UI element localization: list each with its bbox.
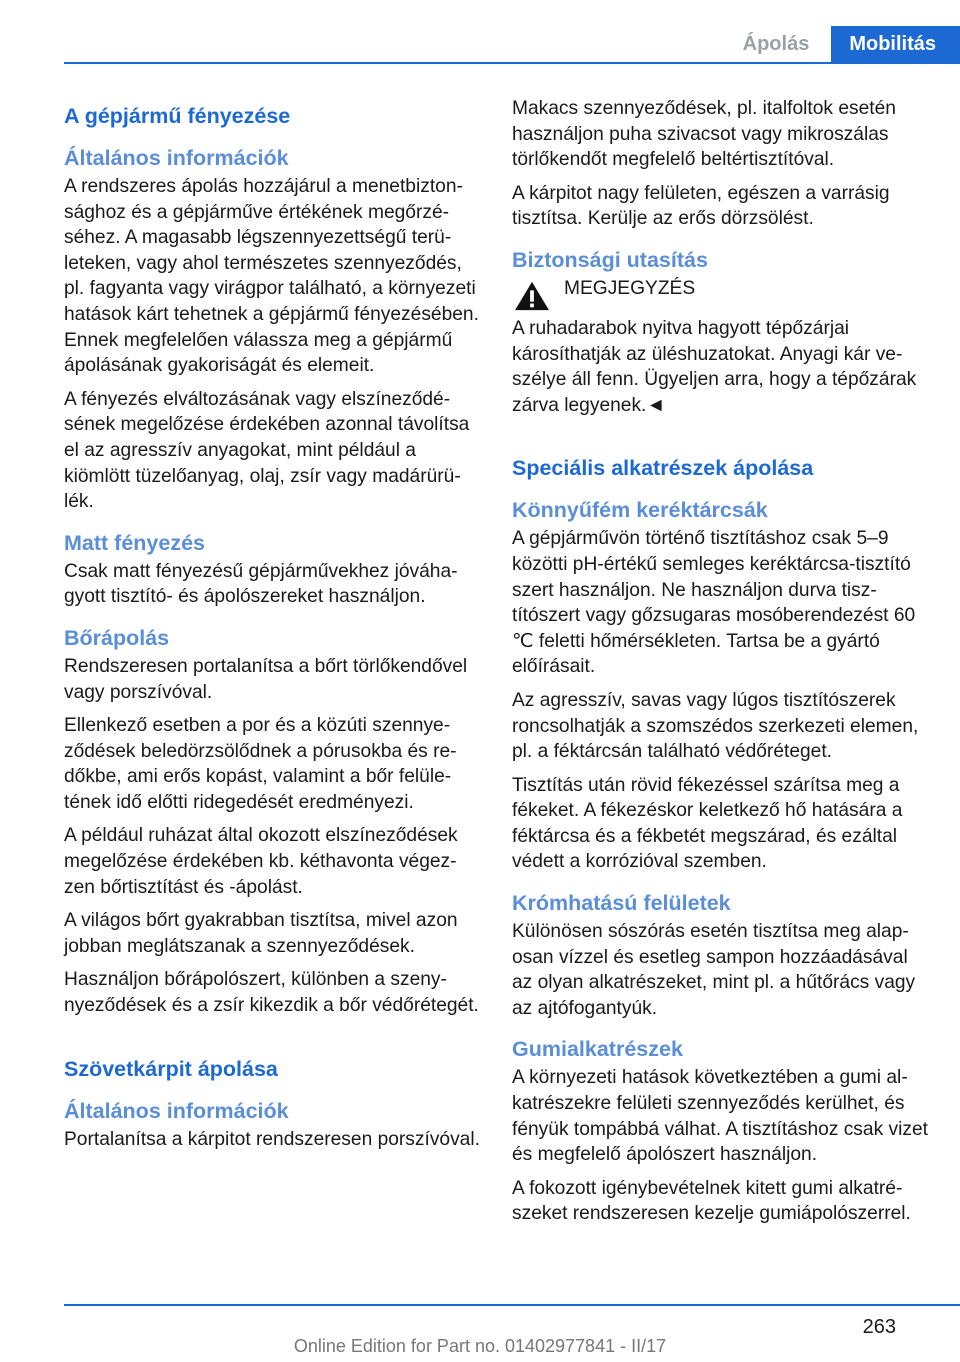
tab-mobilitas[interactable]: Mobilitás xyxy=(831,26,960,62)
paragraph: A fokozott igénybevételnek kitett gumi alkatrészeket rendszeresen kezelje gumiápolószerrel. xyxy=(512,1177,911,1225)
warning-triangle-icon xyxy=(512,280,552,312)
page-number: 263 xyxy=(862,1316,896,1338)
paragraph: Portalanítsa a kárpitot rendszeresen porszívóval. xyxy=(64,1128,480,1150)
paragraph: A rendszeres ápolás hozzájárul a menetbiztonsághoz és a gépjárműve értékének megőrzéséhez. A magasabb légszennyezettségű területeken, vagy ahol természetes szennyeződés, pl. fagyanta vagy virágpor található, a környezeti hatások kárt tehetnek a gépjármű fényezésében. Ennek megfelelően válassza meg a gépjármű ápolásának gyakoriságát és elemeit. xyxy=(64,176,479,377)
heading-fabric-upholstery: Szövetkárpit ápolása xyxy=(64,1056,278,1081)
heading-general-info: Általános információk xyxy=(64,146,289,170)
heading-general-info: Általános információk xyxy=(64,1098,289,1123)
header-divider xyxy=(64,62,960,64)
edition-footer: Online Edition for Part no. 01402977841 - II/17 xyxy=(293,1336,667,1356)
heading-alloy-wheels: Könnyűfém keréktárcsák xyxy=(512,498,768,523)
heading-matte-paint: Matt fényezés xyxy=(64,530,205,555)
tab-apolas[interactable]: Ápolás xyxy=(721,26,832,62)
heading-rubber-parts: Gumialkatrészek xyxy=(512,1037,683,1062)
paragraph: Használjon bőrápolószert, különben a szenynyeződések és a zsír kikezdik a bőr védőrétegét. xyxy=(64,969,479,1017)
paragraph: Csak matt fényezésű gépjárművekhez jóváhagyott tisztító- és ápolószereket használjon. xyxy=(64,560,458,608)
heading-safety-note: Biztonsági utasítás xyxy=(512,247,708,272)
warning-block xyxy=(512,276,928,312)
paragraph: A világos bőrt gyakrabban tisztítsa, mivel azon jobban meglátszanak a szennyeződések. xyxy=(64,910,458,957)
paragraph: Makacs szennyeződések, pl. italfoltok esetén használjon puha szivacsot vagy mikroszálas törlőkendőt megfelelő beltértisztítóval. xyxy=(512,98,896,171)
heading-chrome-surfaces: Krómhatású felületek xyxy=(512,891,731,916)
paragraph: Rendszeresen portalanítsa a bőrt törlőkendővel vagy porszívóval. xyxy=(64,655,468,703)
heading-leather-care: Bőrápolás xyxy=(64,625,170,650)
header-tabs xyxy=(721,26,960,62)
paragraph: Különösen sószórás esetén tisztítsa meg alaposan vízzel és esetleg sampon hozzáadásával az olyan alkatrészeket, mint pl. a hűtőrács vagy az ajtófogantyúk. xyxy=(512,921,916,1019)
heading-vehicle-paint: A gépjármű fényezése xyxy=(64,104,291,128)
warning-text: A ruhadarabok nyitva hagyott tépőzárjai károsíthatják az üléshuzatokat. Anyagi kár veszélye áll fenn. Ügyeljen arra, hogy a tépőzárak zárva legyenek.◄ xyxy=(512,317,917,416)
paragraph: A környezeti hatások következtében a gumi alkatrészekre felületi szennyeződés kerülhet, és fényük tompábbá válhat. A tisztításhoz csak vizet és megfelelő ápolószert használjon. xyxy=(512,1067,928,1166)
paragraph: Ellenkező esetben a por és a közúti szennyeződések beledörzsölődnek a pórusokba és redőkbe, ami erős kopást, valamint a bőr felületének idő előtti ridegedését eredményezi. xyxy=(64,715,457,813)
paragraph: A például ruházat által okozott elszíneződések megelőzése érdekében kb. kéthavonta végezzen bőrtisztítást és -ápolást. xyxy=(64,825,458,898)
footer-divider xyxy=(64,1304,960,1306)
paragraph: A fényezés elváltozásának vagy elszíneződésének megelőzése érdekében azonnal távolítsa el az agresszív anyagokat, mint például a kiömlött tüzelőanyag, olaj, zsír vagy madárürülék. xyxy=(64,388,470,513)
paragraph: Tisztítás után rövid fékezéssel szárítsa meg a fékeket. A fékezéskor keletkező hő hatására a féktárcsa és a fékbetét megszárad, és ezáltal védett a korrózióval szemben. xyxy=(512,774,903,873)
paragraph: Az agresszív, savas vagy lúgos tisztítószerek roncsolhatják a szomszédos szerkezeti elemen, pl. a féktárcsán található védőréteget. xyxy=(512,689,919,763)
paragraph: A kárpitot nagy felületen, egészen a varrásig tisztítsa. Kerülje az erős dörzsölést. xyxy=(512,182,890,230)
paragraph: A gépjárművön történő tisztításhoz csak 5–9 közötti pH-értékű semleges keréktárcsa-tisztító szert használjon. Ne használjon durva tisztítószert vagy gőzsugaras mosóberendezést 60 ℃ feletti hőmérsékleten. Tartsa be a gyártó előírásait. xyxy=(512,528,916,678)
warning-label: MEGJEGYZÉS xyxy=(564,277,696,299)
right-column xyxy=(512,96,928,1235)
left-column xyxy=(64,96,480,1160)
heading-special-parts: Speciális alkatrészek ápolása xyxy=(512,456,814,481)
